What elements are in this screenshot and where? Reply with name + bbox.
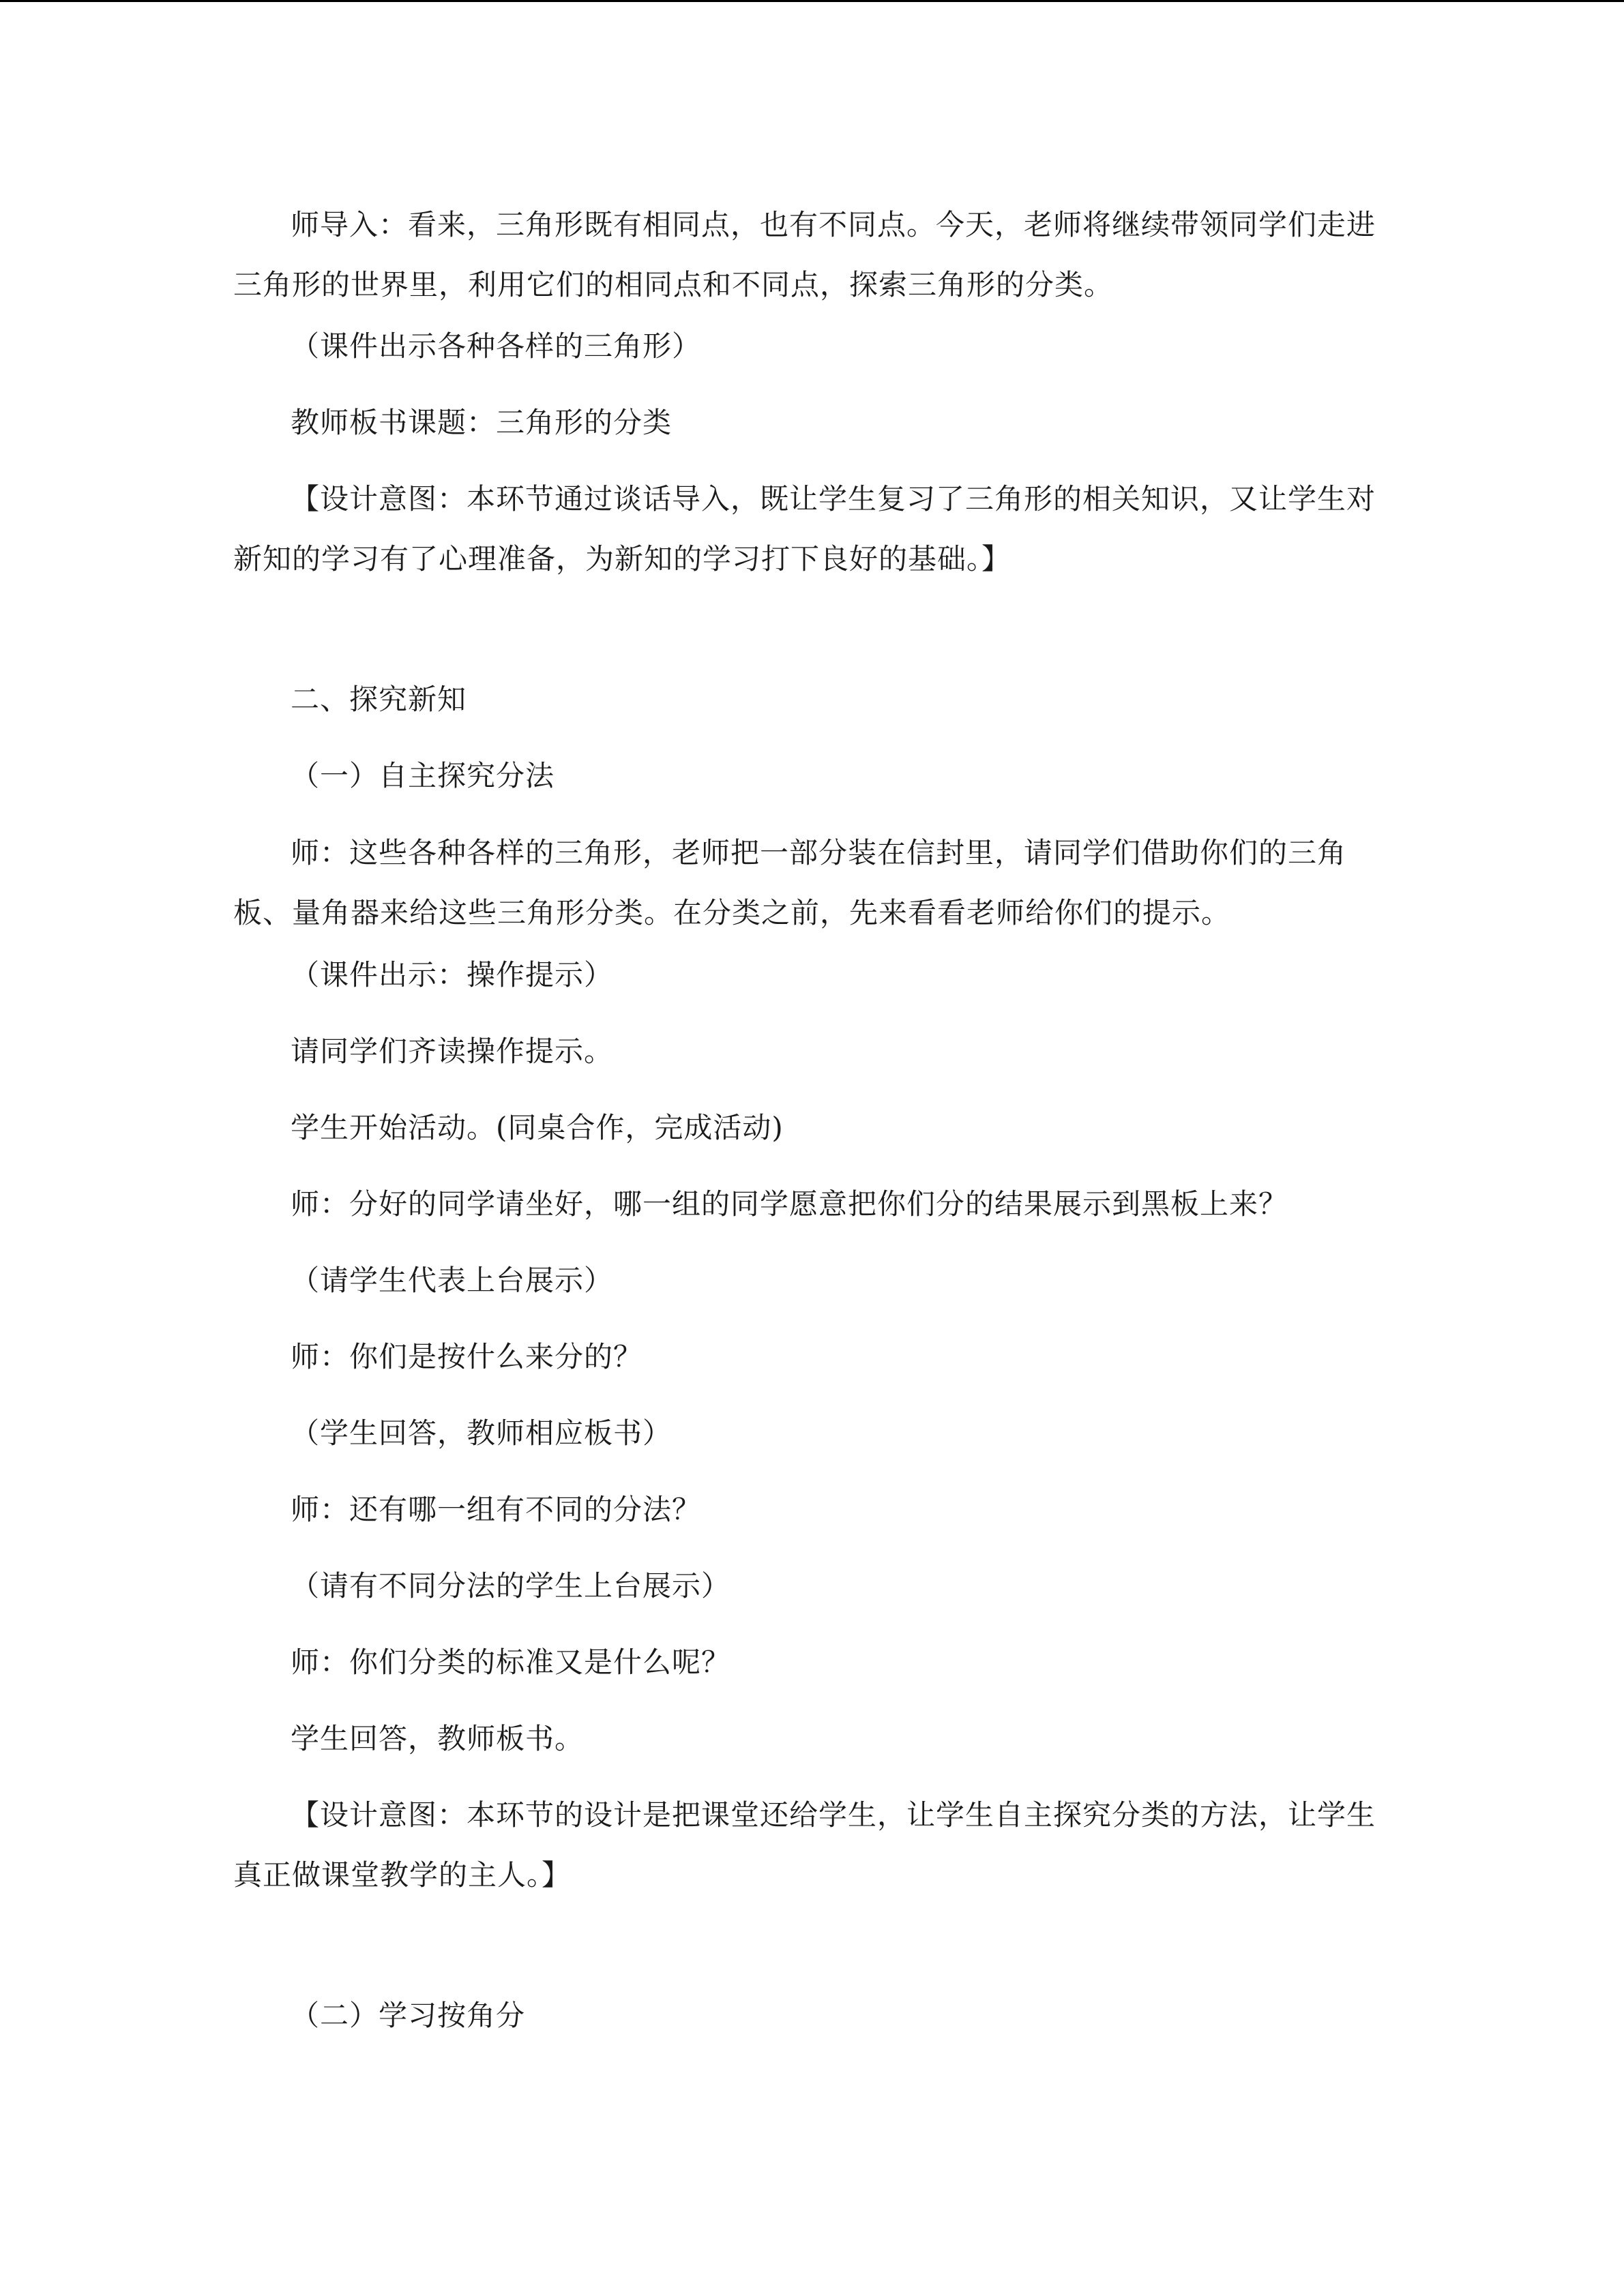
paragraph-student-board: 学生回答，教师板书。: [291, 1722, 585, 1755]
paragraph-teacher-other-method: 师：还有哪一组有不同的分法？: [291, 1493, 702, 1526]
paragraph-teacher-ask-basis: 师：你们是按什么来分的？: [291, 1340, 643, 1373]
subsection-heading-self-explore: （一）自主探究分法: [291, 759, 555, 792]
paragraph-student-answer: （学生回答，教师相应板书）: [291, 1416, 673, 1450]
paragraph-teacher-ask-standard: 师：你们分类的标准又是什么呢？: [291, 1645, 731, 1679]
section-heading-explore: 二、探究新知: [291, 683, 467, 716]
paragraph-design-intent-1: 【设计意图：本环节通过谈话导入，既让学生复习了三角形的相关知识，又让学生对新知的学习有了心理准备，为新知的学习打下良好的基础。】: [233, 482, 1376, 576]
subsection-heading-by-angle: （二）学习按角分: [291, 1999, 526, 2032]
paragraph-student-present: （请学生代表上台展示）: [291, 1264, 614, 1297]
paragraph-teacher-envelope: 师：这些各种各样的三角形，老师把一部分装在信封里，请同学们借助你们的三角板、量角器来给这些三角形分类。在分类之前，先来看看老师给你们的提示。: [233, 836, 1347, 929]
paragraph-blackboard-title: 教师板书课题：三角形的分类: [291, 406, 673, 439]
paragraph-teacher-show-results: 师：分好的同学请坐好，哪一组的同学愿意把你们分的结果展示到黑板上来？: [291, 1187, 1288, 1221]
paragraph-design-intent-2: 【设计意图：本环节的设计是把课堂还给学生，让学生自主探究分类的方法，让学生真正做课堂教学的主人。】: [233, 1798, 1376, 1892]
paragraph-other-method-present: （请有不同分法的学生上台展示）: [291, 1569, 731, 1602]
paragraph-read-hint: 请同学们齐读操作提示。: [291, 1034, 614, 1068]
paragraph-teacher-intro: 师导入：看来，三角形既有相同点，也有不同点。今天，老师将继续带领同学们走进三角形的世界里，利用它们的相同点和不同点，探索三角形的分类。: [233, 208, 1376, 301]
paragraph-students-activity: 学生开始活动。(同桌合作，完成活动): [291, 1111, 784, 1144]
paragraph-operation-hint: （课件出示：操作提示）: [291, 958, 614, 992]
paragraph-courseware-show: （课件出示各种各样的三角形）: [291, 329, 702, 363]
